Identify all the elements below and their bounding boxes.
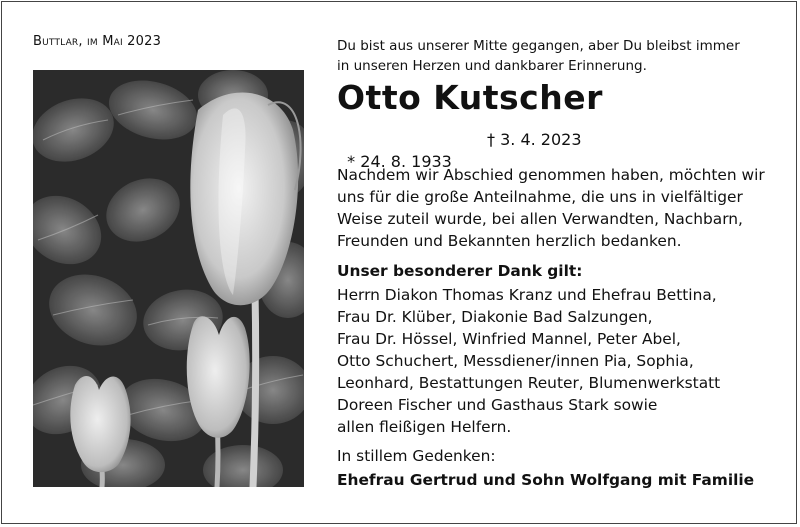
special-thanks-list bbox=[337, 284, 787, 438]
thanks-line: allen fleißigen Helfern. bbox=[337, 418, 512, 436]
thanks-line: Otto Schuchert, Messdiener/innen Pia, Sophia, bbox=[337, 352, 694, 370]
quote-line: in unseren Herzen und dankbarer Erinnerung. bbox=[337, 58, 647, 74]
thanks-line: Frau Dr. Hössel, Winfried Mannel, Peter Abel, bbox=[337, 330, 681, 348]
thanks-line: Leonhard, Bestattungen Reuter, Blumenwerkstatt bbox=[337, 374, 721, 392]
paragraph-line: Nachdem wir Abschied genommen haben, möchten wir bbox=[337, 166, 765, 184]
birth-date: * 24. 8. 1933 bbox=[347, 152, 452, 171]
paragraph-line: Weise zuteil wurde, bei allen Verwandten, Nachbarn, bbox=[337, 210, 743, 228]
deceased-name: Otto Kutscher bbox=[337, 78, 603, 117]
tulip-photo-icon bbox=[33, 70, 304, 487]
thanks-line: Frau Dr. Klüber, Diakonie Bad Salzungen, bbox=[337, 308, 653, 326]
farewell-quote bbox=[337, 36, 777, 76]
special-thanks-heading: Unser besonderer Dank gilt: bbox=[337, 262, 583, 280]
paragraph-line: uns für die große Anteilnahme, die uns in vielfältiger bbox=[337, 188, 743, 206]
paragraph-line: Freunden und Bekannten herzlich bedanken. bbox=[337, 232, 682, 250]
thanks-paragraph bbox=[337, 164, 787, 252]
thanks-line: Doreen Fischer und Gasthaus Stark sowie bbox=[337, 396, 658, 414]
death-date: † 3. 4. 2023 bbox=[487, 130, 582, 149]
place-date: Buttlar, im Mai 2023 bbox=[33, 34, 162, 49]
family-signature: Ehefrau Gertrud und Sohn Wolfgang mit Familie bbox=[337, 471, 755, 489]
thanks-line: Herrn Diakon Thomas Kranz und Ehefrau Bettina, bbox=[337, 286, 717, 304]
memory-line: In stillem Gedenken: bbox=[337, 447, 496, 465]
quote-line: Du bist aus unserer Mitte gegangen, aber Du bleibst immer bbox=[337, 38, 740, 54]
